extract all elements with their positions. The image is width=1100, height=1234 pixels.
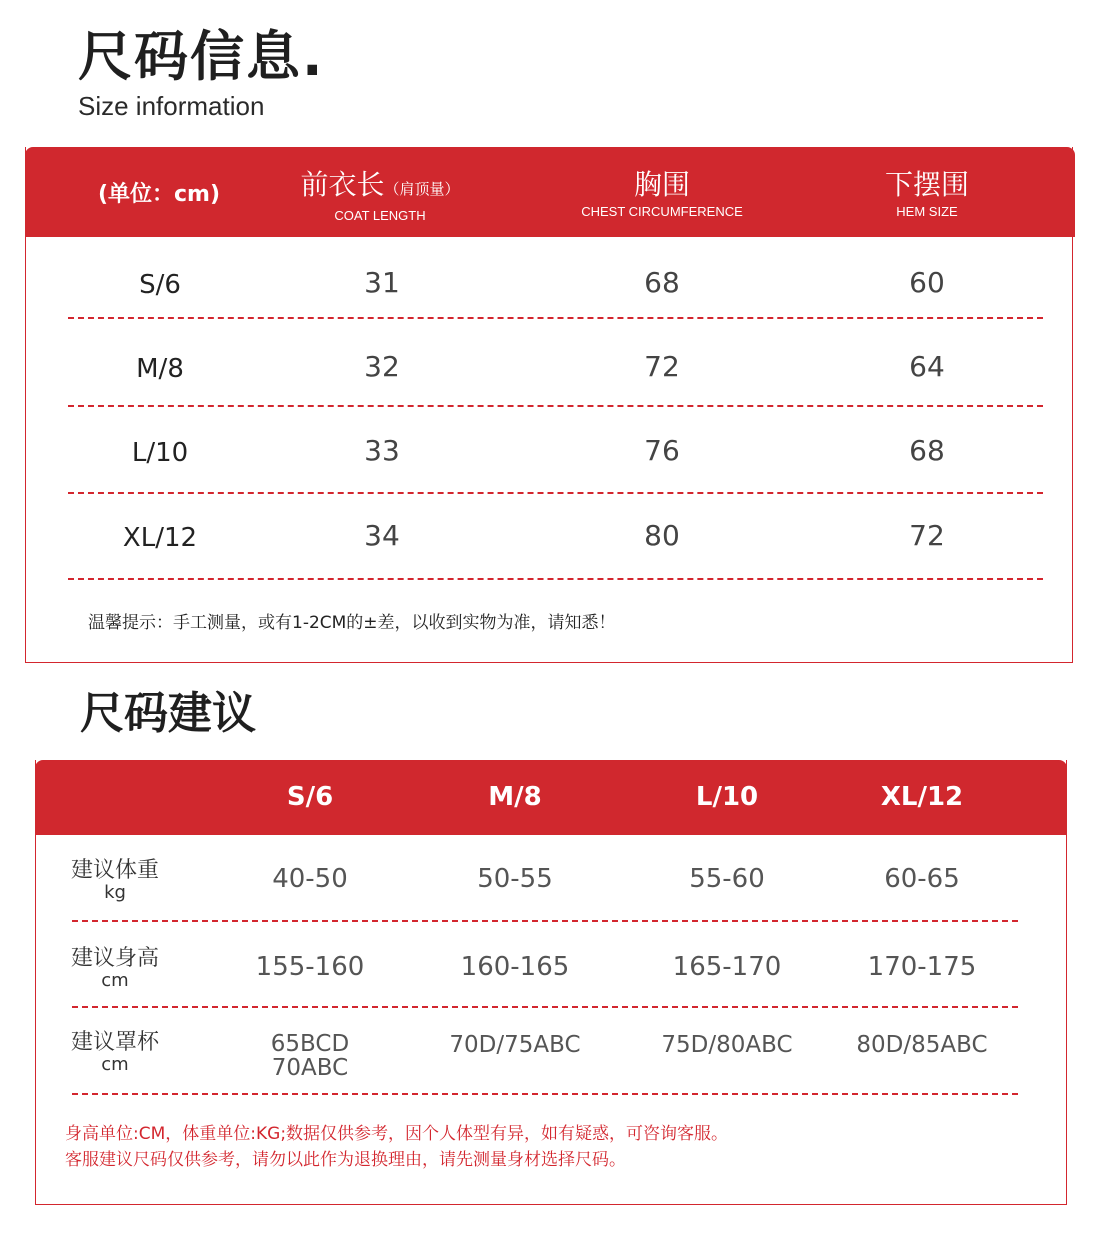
row-label-text: 建议体重 (70, 858, 159, 883)
header-hem (827, 167, 1027, 221)
table-row (25, 406, 1075, 490)
table-row (25, 238, 1075, 322)
header-hem-en: HEM SIZE (896, 204, 958, 219)
weight-value-xl: 60-65 (884, 864, 960, 894)
header-coat-length-en: COAT LENGTH (334, 208, 426, 223)
hem-value: 60 (909, 266, 945, 299)
height-value-l: 165-170 (672, 952, 782, 982)
coat-length-value: 33 (364, 434, 400, 467)
table-row (25, 491, 1075, 575)
coat-length-value: 31 (364, 266, 400, 299)
cup-value-xl: 80D/85ABC (856, 1032, 988, 1058)
header-hem-cn: 下摆围 (884, 168, 969, 201)
size-suggestion-title: 尺码建议 (80, 688, 256, 739)
size-info-title: 尺码信息. (78, 25, 325, 88)
chest-value: 80 (644, 519, 680, 552)
row-divider (72, 1093, 1018, 1095)
disclaimer-line-1: 身高单位:CM，体重单位:KG;数据仅供参考，因个人体型有异，如有疑惑，可咨询客服。 (65, 1124, 729, 1144)
coat-length-value: 32 (364, 350, 400, 383)
unit-label: (单位：cm) (97, 182, 221, 207)
row-label (65, 946, 165, 990)
measurement-note: 温馨提示：手工测量，或有1-2CM的±差，以收到实物为准，请知悉！ (88, 613, 616, 633)
row-size: S/6 (139, 270, 181, 300)
height-value-s: 155-160 (255, 952, 365, 982)
header-coat-length (280, 167, 480, 225)
header-chest-cn: 胸围 (633, 168, 690, 201)
row-unit: cm (101, 1054, 129, 1075)
hem-value: 64 (909, 350, 945, 383)
row-size: L/10 (131, 438, 189, 468)
chest-value: 72 (644, 350, 680, 383)
row-divider (72, 1006, 1018, 1008)
weight-value-s: 40-50 (272, 864, 348, 894)
weight-value-l: 55-60 (689, 864, 765, 894)
height-value-xl: 170-175 (867, 952, 977, 982)
chest-value: 68 (644, 266, 680, 299)
coat-length-value: 34 (364, 519, 400, 552)
chest-value: 76 (644, 434, 680, 467)
row-divider (68, 578, 1043, 580)
row-size: M/8 (136, 354, 184, 384)
suggestion-table-header (35, 760, 1067, 835)
hem-value: 68 (909, 434, 945, 467)
header-coat-length-cn: 前衣长 (300, 168, 385, 201)
row-divider (68, 317, 1043, 319)
header-size-l: L/10 (695, 782, 759, 812)
cup-value-m: 70D/75ABC (449, 1032, 581, 1058)
header-chest (562, 167, 762, 221)
header-size-s: S/6 (286, 782, 334, 812)
header-size-m: M/8 (488, 782, 542, 812)
row-label (65, 1030, 165, 1074)
row-unit: kg (104, 882, 126, 903)
weight-value-m: 50-55 (477, 864, 553, 894)
height-value-m: 160-165 (460, 952, 570, 982)
row-size: XL/12 (122, 523, 198, 553)
row-unit: cm (101, 970, 129, 991)
disclaimer-line-2: 客服建议尺码仅供参考，请勿以此作为退换理由，请先测量身材选择尺码。 (65, 1150, 626, 1170)
row-label-text: 建议罩杯 (70, 1030, 159, 1055)
size-info-subtitle: Size information (78, 91, 265, 121)
cup-value-l: 75D/80ABC (661, 1032, 793, 1058)
size-table-header (25, 147, 1075, 237)
row-label-text: 建议身高 (70, 946, 159, 971)
header-chest-en: CHEST CIRCUMFERENCE (581, 204, 743, 219)
row-label (65, 858, 165, 902)
header-coat-length-sub: （肩顶量） (384, 180, 460, 198)
row-divider (72, 920, 1018, 922)
cup-value-s: 65BCD 70ABC (270, 1031, 350, 1081)
table-row (25, 322, 1075, 406)
header-size-xl: XL/12 (880, 782, 964, 812)
hem-value: 72 (909, 519, 945, 552)
